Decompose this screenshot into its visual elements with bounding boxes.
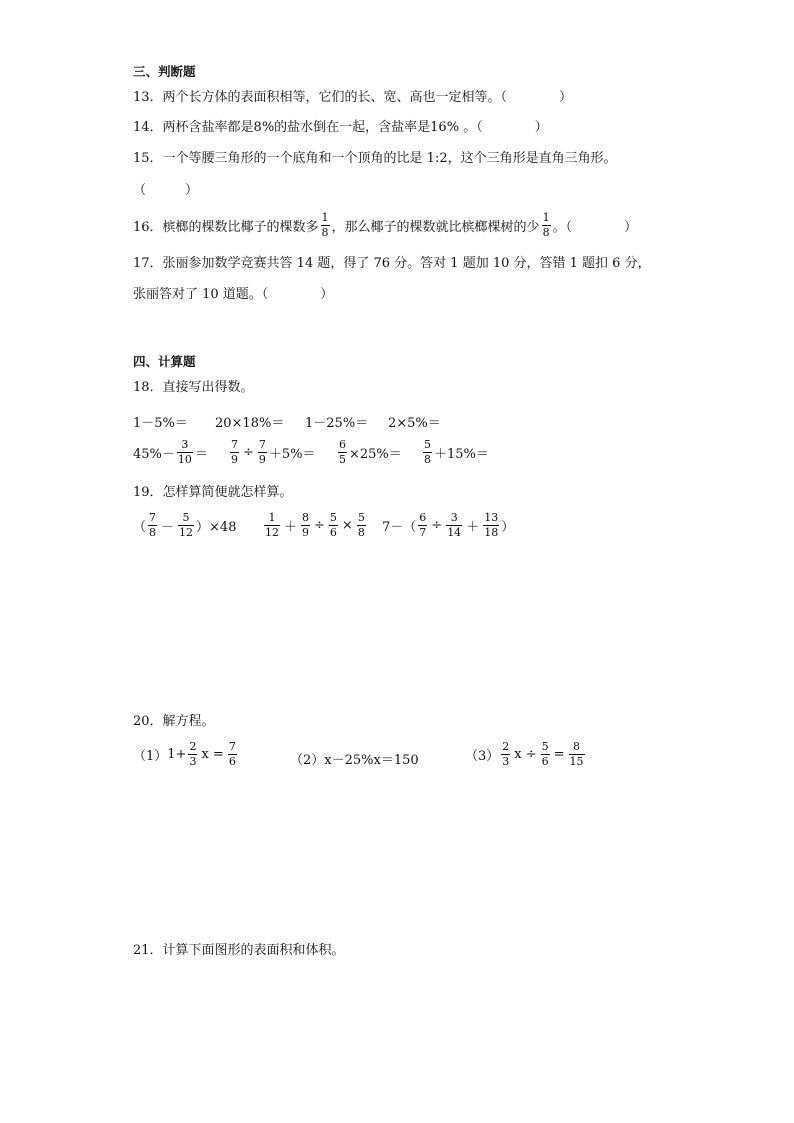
- question-16: [133, 212, 637, 239]
- fraction-numerator: 5: [541, 740, 549, 753]
- fraction-numerator: 5: [182, 511, 190, 524]
- fraction: [228, 741, 237, 768]
- fraction-numerator: 5: [424, 438, 431, 451]
- fraction-numerator: 7: [228, 740, 236, 753]
- q16-text-2: ，那么椰子的棵数就比槟榔棵树的少: [331, 220, 540, 235]
- expr-text: 1+: [167, 747, 187, 762]
- fraction: [177, 439, 193, 466]
- operator: ÷: [314, 518, 325, 533]
- section4-heading: 四、计算题: [133, 354, 196, 369]
- operator: ÷: [243, 445, 254, 460]
- fraction-denominator: 12: [179, 526, 194, 539]
- fraction-numerator: 1: [268, 511, 276, 524]
- fraction-denominator: 14: [447, 526, 462, 539]
- q16-fraction-2: [542, 212, 551, 239]
- question-14: 14．两杯含盐率都是8%的盐水倒在一起，含盐率是16% 。（ ）: [133, 120, 548, 135]
- fraction-numerator: 13: [484, 511, 499, 524]
- fraction: [329, 512, 338, 539]
- equation-label: （2）: [290, 753, 325, 768]
- expr-text: ）: [501, 520, 515, 535]
- expr-text: 7－（: [382, 520, 417, 535]
- expr-text: ）×48: [196, 520, 237, 535]
- fraction-denominator: 6: [228, 755, 236, 768]
- fraction-numerator: 7: [258, 438, 266, 451]
- fraction: [230, 439, 239, 466]
- fraction-denominator: 9: [302, 526, 310, 539]
- operator: ＋: [466, 520, 480, 535]
- expr-text: ＋15%＝: [434, 447, 489, 462]
- fraction-numerator: 7: [231, 438, 238, 451]
- fraction: [258, 439, 267, 466]
- equation-label: （3）: [465, 749, 500, 764]
- question-15-line2: （ ）: [133, 183, 199, 198]
- fraction-denominator: 12: [265, 526, 279, 539]
- q19-expr-3: [382, 512, 514, 539]
- operator: ×: [341, 518, 353, 533]
- fraction-denominator: 15: [569, 755, 584, 768]
- fraction: [423, 439, 432, 466]
- fraction-numerator: 6: [339, 438, 346, 451]
- fraction: [501, 741, 510, 768]
- expr-text: （: [133, 520, 147, 535]
- fraction-numerator: 1: [321, 211, 329, 224]
- fraction-denominator: 6: [541, 755, 549, 768]
- fraction-denominator: 8: [149, 526, 157, 539]
- fraction-denominator: 9: [258, 453, 266, 466]
- expr-text: x =: [201, 747, 224, 762]
- fraction: [301, 512, 310, 539]
- question-17-line1: 17．张丽参加数学竞赛共答 14 题，得了 76 分。答对 1 题加 10 分，答错 1 题扣 6 分，: [133, 256, 651, 271]
- expr-text: ＋5%＝: [268, 447, 316, 462]
- fraction-denominator: 10: [177, 453, 192, 466]
- q19-expr-2: [262, 512, 368, 539]
- expr-text: ＝: [194, 447, 208, 462]
- fraction-numerator: 7: [149, 511, 157, 524]
- fraction-numerator: 8: [302, 511, 310, 524]
- q18-expr-8: [421, 439, 489, 466]
- fraction-denominator: 8: [542, 226, 550, 239]
- fraction-numerator: 1: [542, 211, 550, 224]
- q20-equation-1: [133, 741, 239, 768]
- fraction: [569, 741, 585, 768]
- equation-label: （1）: [133, 749, 168, 764]
- fraction: [541, 741, 550, 768]
- fraction: [178, 512, 194, 539]
- q18-expr-1: 1－5%＝: [133, 416, 188, 431]
- q20-equation-3: [465, 741, 587, 768]
- fraction-numerator: 5: [329, 511, 337, 524]
- question-15-line1: 15．一个等腰三角形的一个底角和一个顶角的比是 1:2，这个三角形是直角三角形。: [133, 151, 617, 166]
- question-20-title: 20．解方程。: [133, 714, 215, 729]
- fraction: [483, 512, 499, 539]
- fraction: [264, 512, 280, 539]
- fraction-numerator: 8: [573, 740, 581, 753]
- q18-expr-5: [133, 439, 208, 466]
- q20-equation-2: [290, 749, 419, 768]
- fraction-denominator: 6: [329, 526, 337, 539]
- fraction-denominator: 5: [339, 453, 346, 466]
- question-21-title: 21．计算下面图形的表面积和体积。: [133, 943, 345, 958]
- fraction-denominator: 8: [357, 526, 365, 539]
- question-19-title: 19．怎样算简便就怎样算。: [133, 485, 293, 500]
- fraction-numerator: 2: [189, 740, 197, 753]
- fraction-denominator: 8: [321, 226, 329, 239]
- fraction-denominator: 9: [231, 453, 238, 466]
- fraction-denominator: 3: [502, 755, 510, 768]
- question-17-line2: 张丽答对了 10 道题。（ ）: [133, 287, 334, 302]
- fraction-numerator: 3: [450, 511, 458, 524]
- operator: －: [161, 520, 175, 535]
- q18-expr-4: 2×5%＝: [388, 416, 441, 431]
- expr-text: 45%－: [133, 447, 175, 462]
- fraction-numerator: 6: [419, 511, 427, 524]
- fraction-denominator: 18: [484, 526, 499, 539]
- fraction: [357, 512, 366, 539]
- q16-text-1: 16．槟榔的棵数比椰子的棵数多: [133, 220, 319, 235]
- fraction-numerator: 3: [181, 438, 189, 451]
- fraction-numerator: 5: [357, 511, 365, 524]
- question-18-title: 18．直接写出得数。: [133, 380, 254, 395]
- fraction-denominator: 3: [189, 755, 197, 768]
- fraction-denominator: 8: [424, 453, 431, 466]
- operator: ＋: [284, 520, 298, 535]
- q18-expr-6: [228, 439, 316, 466]
- fraction: [338, 439, 347, 466]
- section3-heading: 三、判断题: [133, 64, 196, 79]
- fraction: [148, 512, 157, 539]
- q16-text-3: 。（ ）: [552, 220, 638, 235]
- expr-text: x ÷: [514, 747, 537, 762]
- fraction: [446, 512, 462, 539]
- q19-expr-1: [133, 512, 236, 539]
- q18-expr-3: 1－25%＝: [305, 416, 369, 431]
- fraction: [418, 512, 427, 539]
- q16-fraction-1: [321, 212, 330, 239]
- operator: ÷: [431, 518, 443, 533]
- q18-expr-7: [336, 439, 402, 466]
- fraction-denominator: 7: [419, 526, 427, 539]
- expr-text: ×25%＝: [349, 447, 402, 462]
- fraction-numerator: 2: [502, 740, 510, 753]
- q18-expr-2: 20×18%＝: [215, 416, 285, 431]
- expr-text: x－25%x＝150: [324, 753, 419, 768]
- fraction: [188, 741, 197, 768]
- operator: =: [553, 747, 565, 762]
- question-13: 13．两个长方体的表面积相等，它们的长、宽、高也一定相等。（ ）: [133, 90, 573, 105]
